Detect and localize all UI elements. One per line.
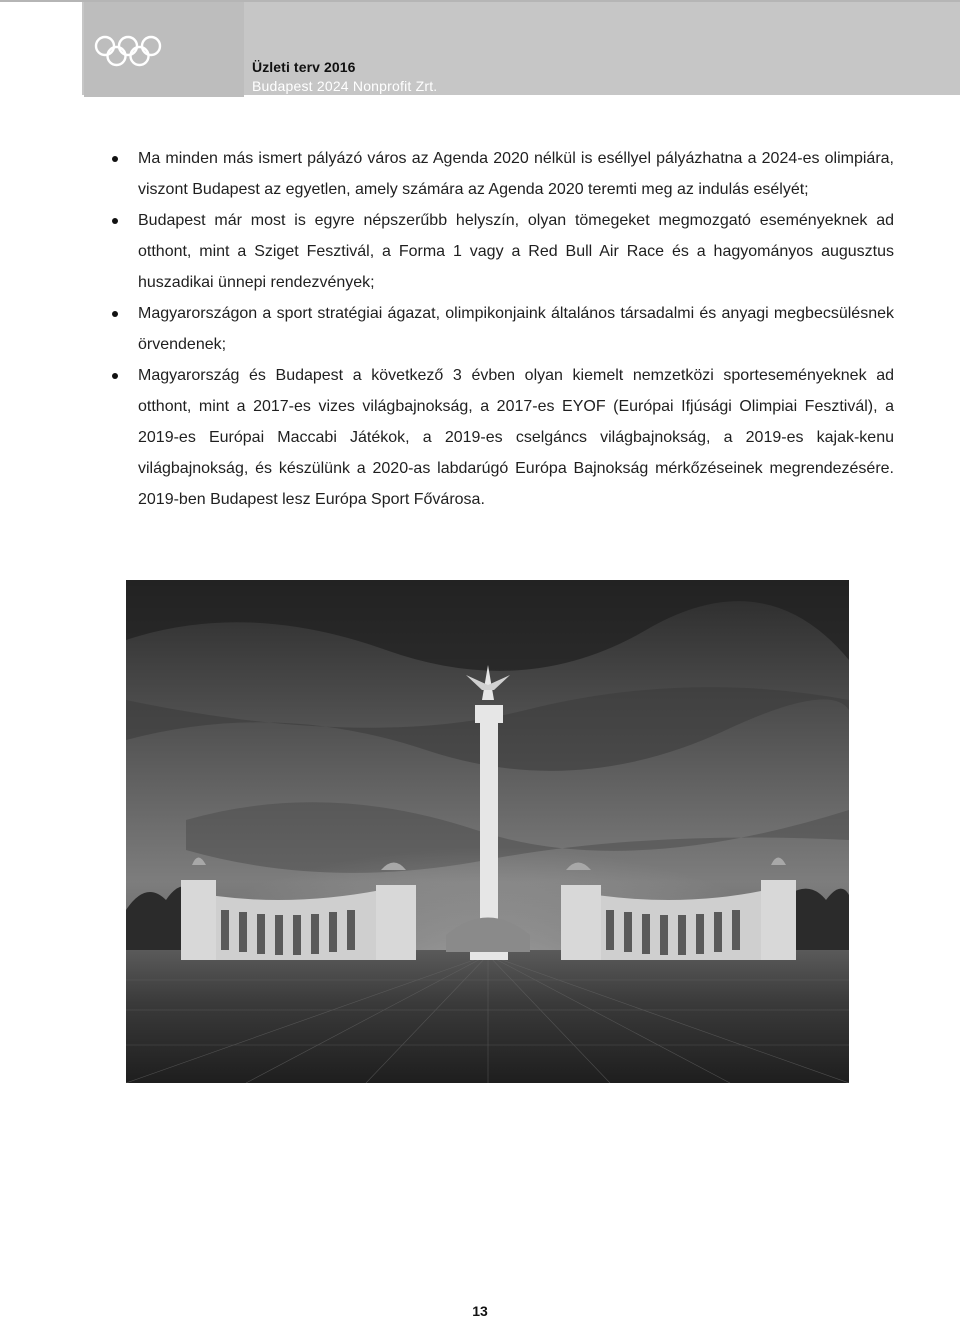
header-logo-area	[0, 2, 82, 97]
list-item	[108, 205, 894, 298]
bullet-icon	[112, 373, 118, 379]
bullet-icon	[112, 156, 118, 162]
list-item-text: Magyarországon a sport stratégiai ágazat, olimpikonjaink általános társadalmi és anyagi megbecsülésnek örvendenek;	[138, 305, 894, 353]
list-item-text: Magyarország és Budapest a következő 3 évben olyan kiemelt nemzetközi sporteseményeknek ad otthont, mint a 2017-es vizes világbajnokság, a 2017-es EYOF (Európai Ifjúsági Olimpiai Fesztivál), a 2019-es Európai Maccabi Játékok, a 2019-es cselgáncs világbajnokság, a 2019-es kajak-kenu világbajnokság, és készülünk a 2020-as labdarúgó Európa Bajnokság mérkőzéseinek megrendezésére. 2019-ben Budapest lesz Európa Sport Fővárosa.	[138, 367, 894, 508]
bullet-icon	[112, 311, 118, 317]
organization-name: Budapest 2024 Nonprofit Zrt.	[252, 78, 438, 94]
page-header	[0, 0, 960, 95]
list-item	[108, 298, 894, 360]
list-item-text: Budapest már most is egyre népszerűbb helyszín, olyan tömegeket megmozgató eseményeknek ad otthont, mint a Sziget Fesztivál, a Forma 1 vagy a Red Bull Air Race és a hagyományos augusztus huszadikai ünnepi rendezvények;	[138, 212, 894, 291]
bullet-list	[108, 143, 894, 515]
document-title: Üzleti terv 2016	[252, 59, 356, 75]
main-content	[108, 143, 894, 515]
page-number: 13	[472, 1303, 488, 1319]
bullet-icon	[112, 218, 118, 224]
list-item	[108, 360, 894, 515]
olympic-rings-icon	[94, 35, 166, 69]
heroes-square-photo	[126, 580, 849, 1083]
list-item-text: Ma minden más ismert pályázó város az Agenda 2020 nélkül is eséllyel pályázhatna a 2024-es olimpiára, viszont Budapest az egyetlen, amely számára az Agenda 2020 teremti meg az indulás esélyét;	[138, 150, 894, 198]
list-item	[108, 143, 894, 205]
